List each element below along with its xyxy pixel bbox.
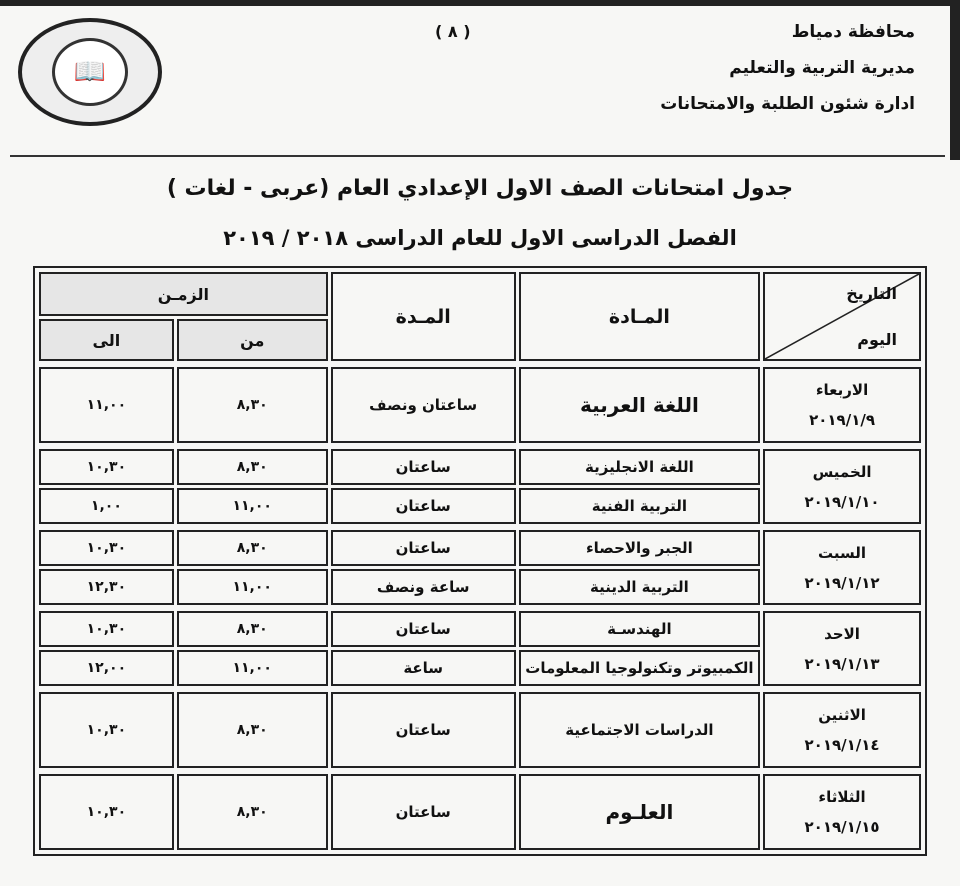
page-number: ( ٨ ) bbox=[435, 22, 471, 41]
from-time-cell: ٨,٣٠ bbox=[177, 692, 328, 768]
day-date-cell bbox=[763, 774, 921, 850]
table-row bbox=[39, 774, 921, 850]
subject-cell: التربية الدينية bbox=[519, 569, 760, 605]
subject-cell: الجبر والاحصاء bbox=[519, 530, 760, 566]
from-time-cell: ٨,٣٠ bbox=[177, 774, 328, 850]
subject-cell: اللغة العربية bbox=[519, 367, 760, 443]
subject-cell: التربية الفنية bbox=[519, 488, 760, 524]
to-time-cell: ١٢,٣٠ bbox=[39, 569, 174, 605]
table-row bbox=[39, 367, 921, 443]
subject-cell: اللغة الانجليزية bbox=[519, 449, 760, 485]
table-row bbox=[39, 449, 921, 485]
day-name: الثلاثاء bbox=[818, 788, 866, 806]
table-row bbox=[39, 692, 921, 768]
to-time-cell: ١١,٠٠ bbox=[39, 367, 174, 443]
to-time-cell: ١٠,٣٠ bbox=[39, 611, 174, 647]
day-date-cell bbox=[763, 530, 921, 605]
header-date-day bbox=[763, 272, 921, 361]
header-subject: المـادة bbox=[519, 272, 760, 361]
day-name: الاحد bbox=[824, 624, 860, 643]
to-time-cell: ١٠,٣٠ bbox=[39, 530, 174, 566]
to-time-cell: ١٠,٣٠ bbox=[39, 692, 174, 768]
exam-date: ٢٠١٩/١/١٤ bbox=[804, 736, 880, 754]
day-name: الاثنين bbox=[818, 706, 866, 724]
header-from: من bbox=[177, 319, 328, 361]
table-row bbox=[39, 611, 921, 647]
duration-cell: ساعتان bbox=[331, 611, 516, 647]
directorate-logo bbox=[18, 18, 162, 126]
book-icon: 📖 bbox=[52, 38, 128, 106]
exam-date: ٢٠١٩/١/٩ bbox=[809, 411, 875, 429]
day-date-cell bbox=[763, 449, 921, 524]
day-name: الخميس bbox=[812, 462, 872, 481]
exam-date: ٢٠١٩/١/١٢ bbox=[804, 573, 880, 592]
from-time-cell: ٨,٣٠ bbox=[177, 611, 328, 647]
day-date-cell bbox=[763, 692, 921, 768]
border-right bbox=[950, 0, 960, 160]
header-duration: المـدة bbox=[331, 272, 516, 361]
document-title: جدول امتحانات الصف الاول الإعدادي العام (عربى - لغات ) bbox=[166, 176, 794, 201]
header-date: التاريخ bbox=[846, 284, 897, 303]
day-name: السبت bbox=[818, 543, 867, 562]
schedule-table bbox=[33, 266, 927, 856]
duration-cell: ساعتان ونصف bbox=[331, 367, 516, 443]
to-time-cell: ١٢,٠٠ bbox=[39, 650, 174, 686]
to-time-cell: ١٠,٣٠ bbox=[39, 449, 174, 485]
directorate-name: مديرية التربية والتعليم bbox=[729, 58, 915, 78]
day-name: الاربعاء bbox=[815, 381, 869, 399]
duration-cell: ساعتان bbox=[331, 692, 516, 768]
subject-cell: الكمبيوتر وتكنولوجيا المعلومات bbox=[519, 650, 760, 686]
to-time-cell: ١٠,٣٠ bbox=[39, 774, 174, 850]
day-date-cell bbox=[763, 367, 921, 443]
exam-date: ٢٠١٩/١/١٥ bbox=[804, 818, 880, 836]
exam-date: ٢٠١٩/١/١٣ bbox=[804, 654, 880, 673]
subject-cell: الدراسات الاجتماعية bbox=[519, 692, 760, 768]
subject-cell: العلـوم bbox=[519, 774, 760, 850]
from-time-cell: ١١,٠٠ bbox=[177, 650, 328, 686]
duration-cell: ساعتان bbox=[331, 488, 516, 524]
duration-cell: ساعتان bbox=[331, 530, 516, 566]
duration-cell: ساعتان bbox=[331, 774, 516, 850]
header-to: الى bbox=[39, 319, 174, 361]
header-time: الزمـن bbox=[39, 272, 328, 316]
table-row bbox=[39, 530, 921, 566]
day-date-cell bbox=[763, 611, 921, 686]
from-time-cell: ١١,٠٠ bbox=[177, 488, 328, 524]
duration-cell: ساعتان bbox=[331, 449, 516, 485]
from-time-cell: ٨,٣٠ bbox=[177, 530, 328, 566]
from-time-cell: ٨,٣٠ bbox=[177, 367, 328, 443]
document-subtitle: الفصل الدراسى الاول للعام الدراسى ٢٠١٨ / ٢٠١٩ bbox=[223, 226, 737, 250]
subject-cell: الهندسـة bbox=[519, 611, 760, 647]
divider bbox=[10, 155, 945, 157]
to-time-cell: ١,٠٠ bbox=[39, 488, 174, 524]
duration-cell: ساعة bbox=[331, 650, 516, 686]
header-day: اليوم bbox=[857, 330, 897, 349]
department-name: ادارة شئون الطلبة والامتحانات bbox=[660, 94, 915, 114]
from-time-cell: ١١,٠٠ bbox=[177, 569, 328, 605]
from-time-cell: ٨,٣٠ bbox=[177, 449, 328, 485]
border-top bbox=[0, 0, 960, 6]
duration-cell: ساعة ونصف bbox=[331, 569, 516, 605]
exam-date: ٢٠١٩/١/١٠ bbox=[804, 492, 880, 511]
governorate-name: محافظة دمياط bbox=[791, 22, 915, 42]
